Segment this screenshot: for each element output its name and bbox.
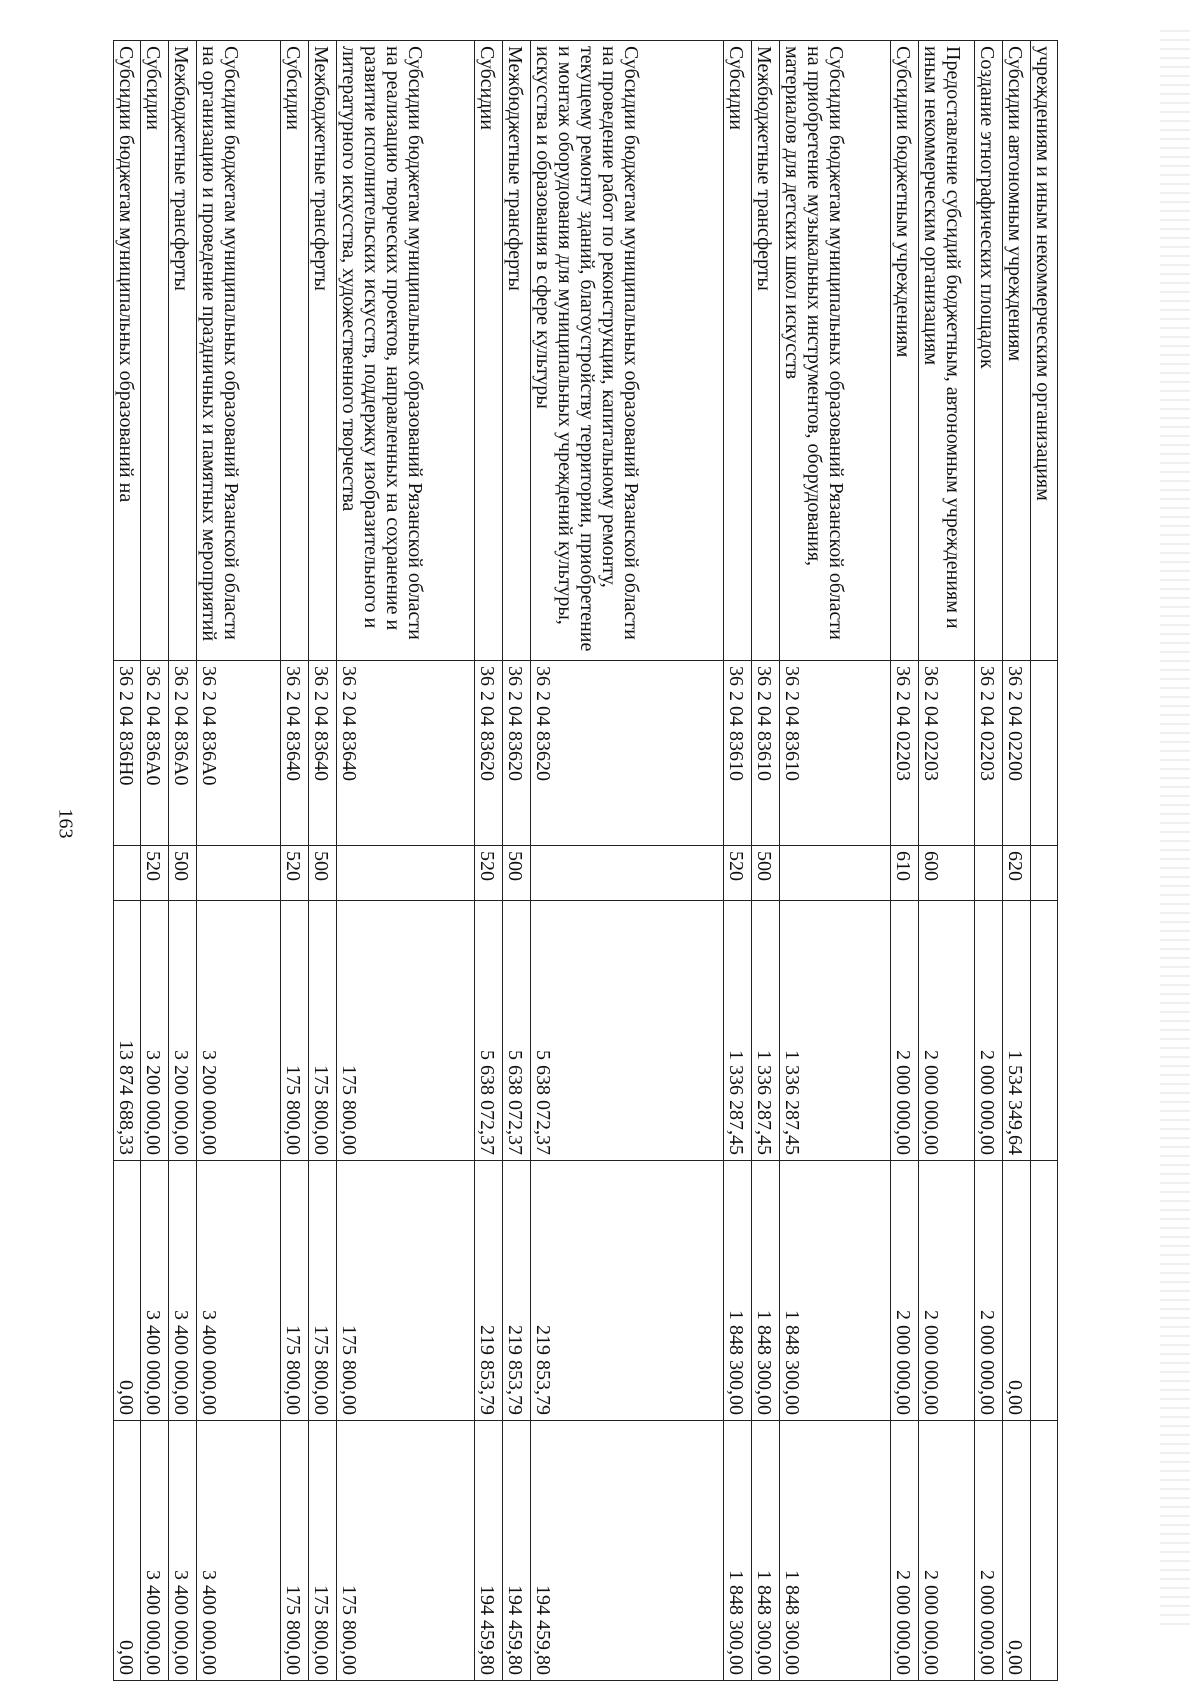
row-value-3: 0,00 <box>1003 1421 1031 1681</box>
row-value-3: 0,00 <box>114 1421 141 1681</box>
row-name: Субсидии <box>474 41 502 661</box>
row-code: 36 2 04 02203 <box>891 661 919 846</box>
row-name: Субсидии бюджетам муниципальных образований Рязанской области на приобретение музыкальных инструментов, оборудования, материалов для детских школ искусств <box>780 41 891 661</box>
row-value-3: 194 459,80 <box>502 1421 530 1681</box>
row-vr: 620 <box>1003 846 1031 901</box>
table-row <box>140 41 168 1681</box>
row-code: 36 2 04 83610 <box>752 661 780 846</box>
row-name: Субсидии бюджетам муниципальных образований Рязанской области на реализацию творческих проектов, направленных на сохранение и развитие исполнительских искусств, поддержку изобразительного и литературного искусства, художественного творчества <box>336 41 474 661</box>
row-name: Межбюджетные трансферты <box>752 41 780 661</box>
row-value-2: 2 000 000,00 <box>975 1161 1003 1421</box>
row-code: 36 2 04 02203 <box>919 661 975 846</box>
row-vr: 520 <box>724 846 752 901</box>
row-vr: 500 <box>308 846 336 901</box>
row-code: 36 2 04 83640 <box>308 661 336 846</box>
table-row <box>336 41 474 1681</box>
row-value-1: 1 336 287,45 <box>780 901 891 1161</box>
row-value-1: 5 638 072,37 <box>502 901 530 1161</box>
row-value-2: 1 848 300,00 <box>724 1161 752 1421</box>
row-value-2: 219 853,79 <box>474 1161 502 1421</box>
table-row <box>891 41 919 1681</box>
row-value-2: 3 400 000,00 <box>196 1161 280 1421</box>
row-value-1: 175 800,00 <box>336 901 474 1161</box>
row-name: Субсидии бюджетным учреждениям <box>891 41 919 661</box>
page-number: 163 <box>54 808 77 839</box>
row-vr: 500 <box>502 846 530 901</box>
row-code: 36 2 04 83620 <box>502 661 530 846</box>
row-vr <box>530 846 724 901</box>
table-row <box>474 41 502 1681</box>
row-name: Субсидии <box>724 41 752 661</box>
row-value-3: 3 400 000,00 <box>168 1421 196 1681</box>
row-value-3: 1 848 300,00 <box>724 1421 752 1681</box>
row-value-1: 175 800,00 <box>308 901 336 1161</box>
row-vr: 520 <box>280 846 308 901</box>
row-value-1: 1 534 349,64 <box>1003 901 1031 1161</box>
row-code <box>1031 661 1058 846</box>
row-value-1: 5 638 072,37 <box>530 901 724 1161</box>
table-row <box>114 41 141 1681</box>
row-vr: 520 <box>140 846 168 901</box>
row-value-3: 2 000 000,00 <box>919 1421 975 1681</box>
row-value-1: 175 800,00 <box>280 901 308 1161</box>
row-code: 36 2 04 83640 <box>336 661 474 846</box>
row-value-2: 175 800,00 <box>308 1161 336 1421</box>
row-code: 36 2 04 836Н0 <box>114 661 141 846</box>
table-row <box>1003 41 1031 1681</box>
row-name: Субсидии автономным учреждениям <box>1003 41 1031 661</box>
row-value-3: 175 800,00 <box>336 1421 474 1681</box>
row-value-1 <box>1031 901 1058 1161</box>
row-name: Межбюджетные трансферты <box>308 41 336 661</box>
row-vr: 500 <box>168 846 196 901</box>
table-row <box>1031 41 1058 1681</box>
table-row <box>752 41 780 1681</box>
row-vr <box>114 846 141 901</box>
row-value-3: 1 848 300,00 <box>752 1421 780 1681</box>
row-name: Предоставление субсидий бюджетным, автономным учреждениям и иным некоммерческим организациям <box>919 41 975 661</box>
table-row <box>530 41 724 1681</box>
row-value-2: 2 000 000,00 <box>891 1161 919 1421</box>
row-value-2 <box>1031 1161 1058 1421</box>
row-value-1: 3 200 000,00 <box>196 901 280 1161</box>
row-name: Межбюджетные трансферты <box>168 41 196 661</box>
row-value-2: 0,00 <box>1003 1161 1031 1421</box>
row-code: 36 2 04 83610 <box>780 661 891 846</box>
row-code: 36 2 04 02200 <box>1003 661 1031 846</box>
row-name: Субсидии <box>280 41 308 661</box>
row-value-3: 175 800,00 <box>308 1421 336 1681</box>
row-name: Создание этнографических площадок <box>975 41 1003 661</box>
row-value-2: 175 800,00 <box>336 1161 474 1421</box>
row-vr <box>336 846 474 901</box>
table-row <box>780 41 891 1681</box>
row-name: Субсидии бюджетам муниципальных образований на <box>114 41 141 661</box>
table-row <box>502 41 530 1681</box>
row-value-2: 2 000 000,00 <box>919 1161 975 1421</box>
table-row <box>308 41 336 1681</box>
row-value-1: 13 874 688,33 <box>114 901 141 1161</box>
row-value-1: 2 000 000,00 <box>975 901 1003 1161</box>
budget-table <box>113 40 1058 1681</box>
table-row <box>168 41 196 1681</box>
row-code: 36 2 04 836А0 <box>140 661 168 846</box>
row-name: Субсидии бюджетам муниципальных образований Рязанской области на проведение работ по реконструкции, капитальному ремонту, текущему ремонту зданий, благоустройству территории, приобретение и монтаж оборудования для муниципальных учреждений культуры, искусства и образования в сфере культуры <box>530 41 724 661</box>
row-value-2: 1 848 300,00 <box>780 1161 891 1421</box>
rotated-table-frame <box>113 40 1058 1680</box>
row-value-1: 1 336 287,45 <box>724 901 752 1161</box>
row-value-3: 194 459,80 <box>530 1421 724 1681</box>
row-value-2: 219 853,79 <box>530 1161 724 1421</box>
row-vr <box>780 846 891 901</box>
row-value-3: 175 800,00 <box>280 1421 308 1681</box>
row-value-2: 1 848 300,00 <box>752 1161 780 1421</box>
row-value-2: 175 800,00 <box>280 1161 308 1421</box>
row-vr: 520 <box>474 846 502 901</box>
row-value-3: 3 400 000,00 <box>140 1421 168 1681</box>
row-name: Субсидии <box>140 41 168 661</box>
row-code: 36 2 04 83620 <box>474 661 502 846</box>
row-code: 36 2 04 02203 <box>975 661 1003 846</box>
budget-table-body <box>114 41 1058 1681</box>
table-row <box>196 41 280 1681</box>
row-value-3: 2 000 000,00 <box>975 1421 1003 1681</box>
row-vr <box>1031 846 1058 901</box>
row-code: 36 2 04 83610 <box>724 661 752 846</box>
row-vr: 500 <box>752 846 780 901</box>
row-name: учреждениям и иным некоммерческим организациям <box>1031 41 1058 661</box>
row-value-3 <box>1031 1421 1058 1681</box>
table-row <box>280 41 308 1681</box>
table-row <box>724 41 752 1681</box>
row-value-2: 219 853,79 <box>502 1161 530 1421</box>
row-vr: 600 <box>919 846 975 901</box>
row-value-1: 5 638 072,37 <box>474 901 502 1161</box>
row-value-2: 3 400 000,00 <box>168 1161 196 1421</box>
row-value-2: 3 400 000,00 <box>140 1161 168 1421</box>
scan-margin-noise <box>1160 30 1190 1630</box>
row-value-3: 194 459,80 <box>474 1421 502 1681</box>
row-vr <box>196 846 280 901</box>
row-code: 36 2 04 83620 <box>530 661 724 846</box>
row-name: Межбюджетные трансферты <box>502 41 530 661</box>
row-value-3: 2 000 000,00 <box>891 1421 919 1681</box>
row-vr: 610 <box>891 846 919 901</box>
row-code: 36 2 04 836А0 <box>196 661 280 846</box>
row-value-1: 2 000 000,00 <box>919 901 975 1161</box>
row-value-3: 1 848 300,00 <box>780 1421 891 1681</box>
row-value-1: 3 200 000,00 <box>140 901 168 1161</box>
table-row <box>919 41 975 1681</box>
row-vr <box>975 846 1003 901</box>
row-name: Субсидии бюджетам муниципальных образований Рязанской области на организацию и проведение праздничных и памятных мероприятий <box>196 41 280 661</box>
row-value-1: 2 000 000,00 <box>891 901 919 1161</box>
table-row <box>975 41 1003 1681</box>
row-value-1: 1 336 287,45 <box>752 901 780 1161</box>
row-code: 36 2 04 836А0 <box>168 661 196 846</box>
row-code: 36 2 04 83640 <box>280 661 308 846</box>
row-value-2: 0,00 <box>114 1161 141 1421</box>
row-value-3: 3 400 000,00 <box>196 1421 280 1681</box>
row-value-1: 3 200 000,00 <box>168 901 196 1161</box>
